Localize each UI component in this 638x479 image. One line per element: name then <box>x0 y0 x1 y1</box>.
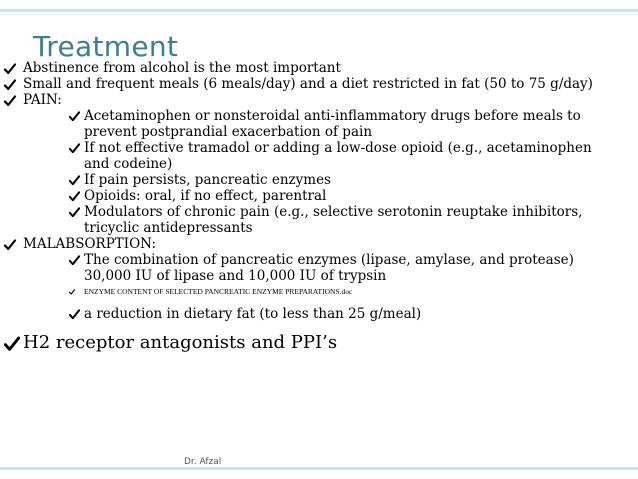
check-mark-icon <box>4 239 16 251</box>
bullet-text: The combination of pancreatic enzymes (lipase, amylase, and protease) 30,000 IU of lipase and 10,000 IU of trypsin <box>84 252 574 284</box>
check-mark-icon <box>69 255 80 266</box>
bullet-item-pain <box>4 92 604 108</box>
check-mark-icon <box>69 289 75 295</box>
document-link[interactable]: ENZYME CONTENT OF SELECTED PANCREATIC ENZYME PREPARATIONS.doc <box>84 287 353 296</box>
bullet-item-meals <box>4 76 604 92</box>
bullet-list <box>4 60 604 354</box>
sub-bullet-acetaminophen <box>69 108 604 140</box>
top-frame-line-thin <box>0 14 638 15</box>
sub-bullet-dietary-fat <box>69 306 604 322</box>
bullet-text: PAIN: <box>23 92 62 108</box>
bullet-text: Modulators of chronic pain (e.g., selective serotonin reuptake inhibitors, tricyclic antidepressants <box>84 204 583 236</box>
slide-title: Treatment <box>33 30 179 63</box>
check-mark-icon <box>4 79 16 91</box>
bullet-text: If pain persists, pancreatic enzymes <box>84 172 331 188</box>
bullet-text: MALABSORPTION: <box>23 236 157 252</box>
bullet-item-alcohol <box>4 60 604 76</box>
check-mark-icon <box>69 143 80 154</box>
check-mark-icon <box>69 111 80 122</box>
bullet-text: Opioids: oral, if no effect, parentral <box>84 188 327 204</box>
check-mark-icon <box>69 309 80 320</box>
bullet-text: Acetaminophen or nonsteroidal anti-inflammatory drugs before meals to prevent postprandial exacerbation of pain <box>84 108 581 140</box>
spacer <box>4 322 604 332</box>
check-mark-icon <box>4 63 16 75</box>
bullet-text: Small and frequent meals (6 meals/day) and a diet restricted in fat (50 to 75 g/day) <box>23 76 593 92</box>
check-mark-icon <box>69 175 80 186</box>
top-frame-line <box>0 9 638 12</box>
bullet-text: If not effective tramadol or adding a low-dose opioid (e.g., acetaminophen and codeine) <box>84 140 592 172</box>
sub-bullet-tramadol <box>69 140 604 172</box>
check-mark-icon <box>4 336 20 352</box>
check-mark-icon <box>4 95 16 107</box>
sub-bullet-opioids <box>69 188 604 204</box>
sub-bullet-enzymes <box>69 172 604 188</box>
bullet-text: H2 receptor antagonists and PPI’s <box>23 332 338 353</box>
bullet-text: Abstinence from alcohol is the most important <box>23 60 341 76</box>
bullet-item-h2-antagonists <box>4 332 604 354</box>
bottom-frame-line <box>0 467 638 470</box>
bullet-text: a reduction in dietary fat (to less than 25 g/meal) <box>84 306 422 322</box>
check-mark-icon <box>69 191 80 202</box>
footer-author: Dr. Afzal <box>184 457 222 467</box>
sub-bullet-enzyme-combination <box>69 252 604 284</box>
check-mark-icon <box>69 207 80 218</box>
bullet-item-malabsorption <box>4 236 604 252</box>
sub-bullet-modulators <box>69 204 604 236</box>
sub-bullet-enzyme-doc-link[interactable] <box>69 284 604 300</box>
